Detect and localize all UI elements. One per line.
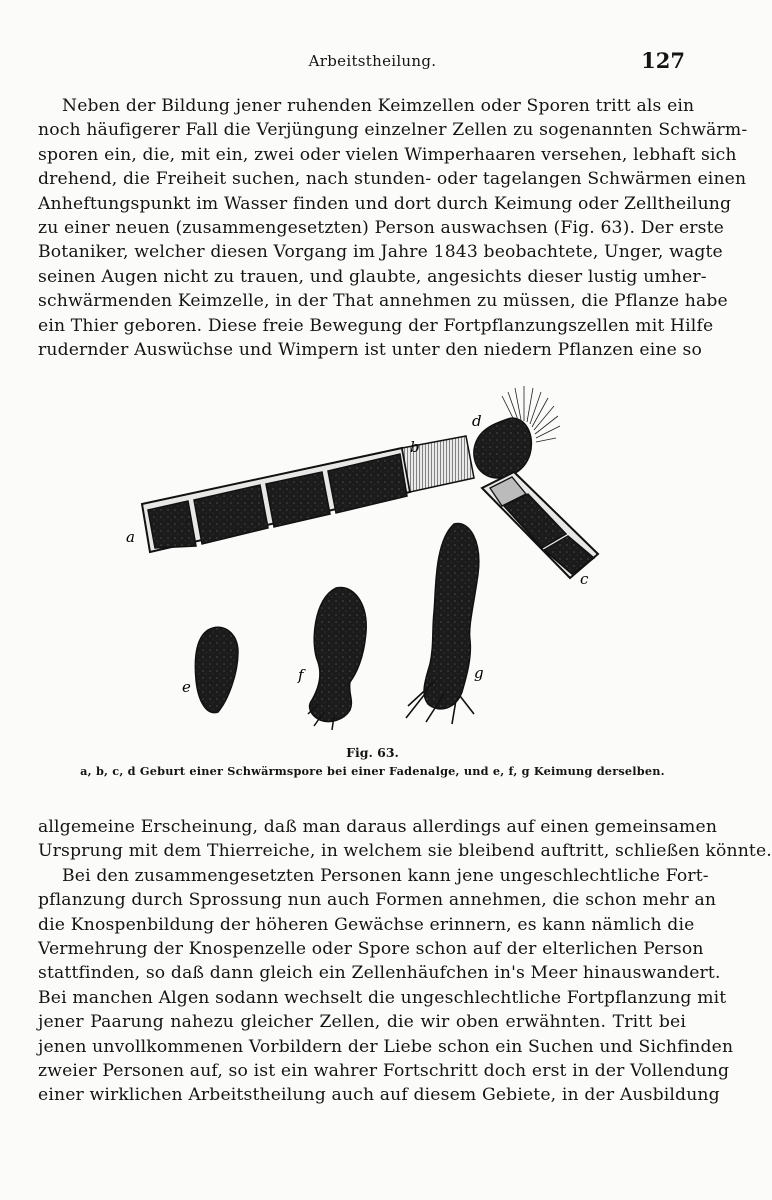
text-line: sporen ein, die, mit ein, zwei oder vielen Wimperhaaren versehen, lebhaft sich [38,144,737,165]
text-line: Bei manchen Algen sodann wechselt die ungeschlechtliche Fortpflanzung mit [38,987,727,1008]
text-line: drehend, die Freiheit suchen, nach stunden- oder tagelangen Schwärmen einen [38,169,747,190]
label-a: a [126,528,135,546]
label-c: c [580,570,589,588]
text-line: zu einer neuen (zusammengesetzten) Person auswachsen (Fig. 63). Der erste [38,218,724,239]
paragraph-bottom [38,815,772,1108]
text-line: Anheftungspunkt im Wasser finden und dort durch Keimung oder Zelltheilung [38,193,732,214]
text-line: die Knospenbildung der höheren Gewächse erinnern, es kann nämlich die [38,914,695,935]
alga-illustration [110,382,630,744]
text-line: jenen unvollkommenen Vorbildern der Liebe schon ein Suchen und Sichfinden [38,1036,734,1057]
germinating-spore-e [195,627,238,712]
label-g: g [474,664,484,682]
figure-63 [110,382,630,744]
label-d: d [472,412,482,430]
alga-filament-branch [482,472,598,578]
text-line: einer wirklichen Arbeitstheilung auch auf diesem Gebiete, in der Ausbildung [38,1085,720,1106]
text-line: noch häufigerer Fall die Verjüngung einzelner Zellen zu sogenannten Schwärm- [38,120,748,141]
germinating-spore-g [406,524,479,724]
running-title: Arbeitstheilung. [308,52,437,70]
label-f: f [298,666,304,684]
figure-caption: a, b, c, d Geburt einer Schwärmspore bei einer Fadenalge, und e, f, g Keimung derselben. [80,764,665,778]
text-line: Vermehrung der Knospenzelle oder Spore schon auf der elterlichen Person [38,939,704,960]
text-line: Ursprung mit dem Thierreiche, in welchem sie bleibend auftritt, schließen könnte. [38,841,772,862]
text-line: zweier Personen auf, so ist ein wahrer Fortschritt doch erst in der Vollendung [38,1061,730,1082]
text-line: allgemeine Erscheinung, daß man daraus allerdings auf einen gemeinsamen [38,817,718,837]
label-e: e [182,678,191,696]
paragraph-top [38,94,748,362]
alga-filament [142,448,410,552]
text-line: pflanzung durch Sprossung nun auch Formen annehmen, die schon mehr an [38,890,717,911]
running-header [0,48,745,76]
text-line: Neben der Bildung jener ruhenden Keimzellen oder Sporen tritt als ein [62,96,695,116]
text-line: seinen Augen nicht zu trauen, und glaubte, angesichts dieser lustig umher- [38,266,707,287]
figure-number: Fig. 63. [346,745,399,760]
text-line: rudernder Auswüchse und Wimpern ist unter den niedern Pflanzen eine so [38,340,703,361]
swarm-spore-d [474,386,560,478]
label-b: b [410,438,420,456]
text-line: Botaniker, welcher diesen Vorgang im Jahre 1843 beobachtete, Unger, wagte [38,242,723,263]
text-line: schwärmenden Keimzelle, in der That annehmen zu müssen, die Pflanze habe [38,291,728,312]
text-line: jener Paarung nahezu gleicher Zellen, die wir oben erwähnten. Tritt bei [38,1012,686,1033]
text-line: Bei den zusammengesetzten Personen kann jene ungeschlechtliche Fort- [62,865,709,886]
germinating-spore-f [308,587,366,730]
text-line: ein Thier geboren. Diese freie Bewegung der Fortpflanzungszellen mit Hilfe [38,315,714,336]
page-number: 127 [641,48,685,73]
text-line: stattfinden, so daß dann gleich ein Zellenhäufchen in's Meer hinauswandert. [38,963,721,984]
